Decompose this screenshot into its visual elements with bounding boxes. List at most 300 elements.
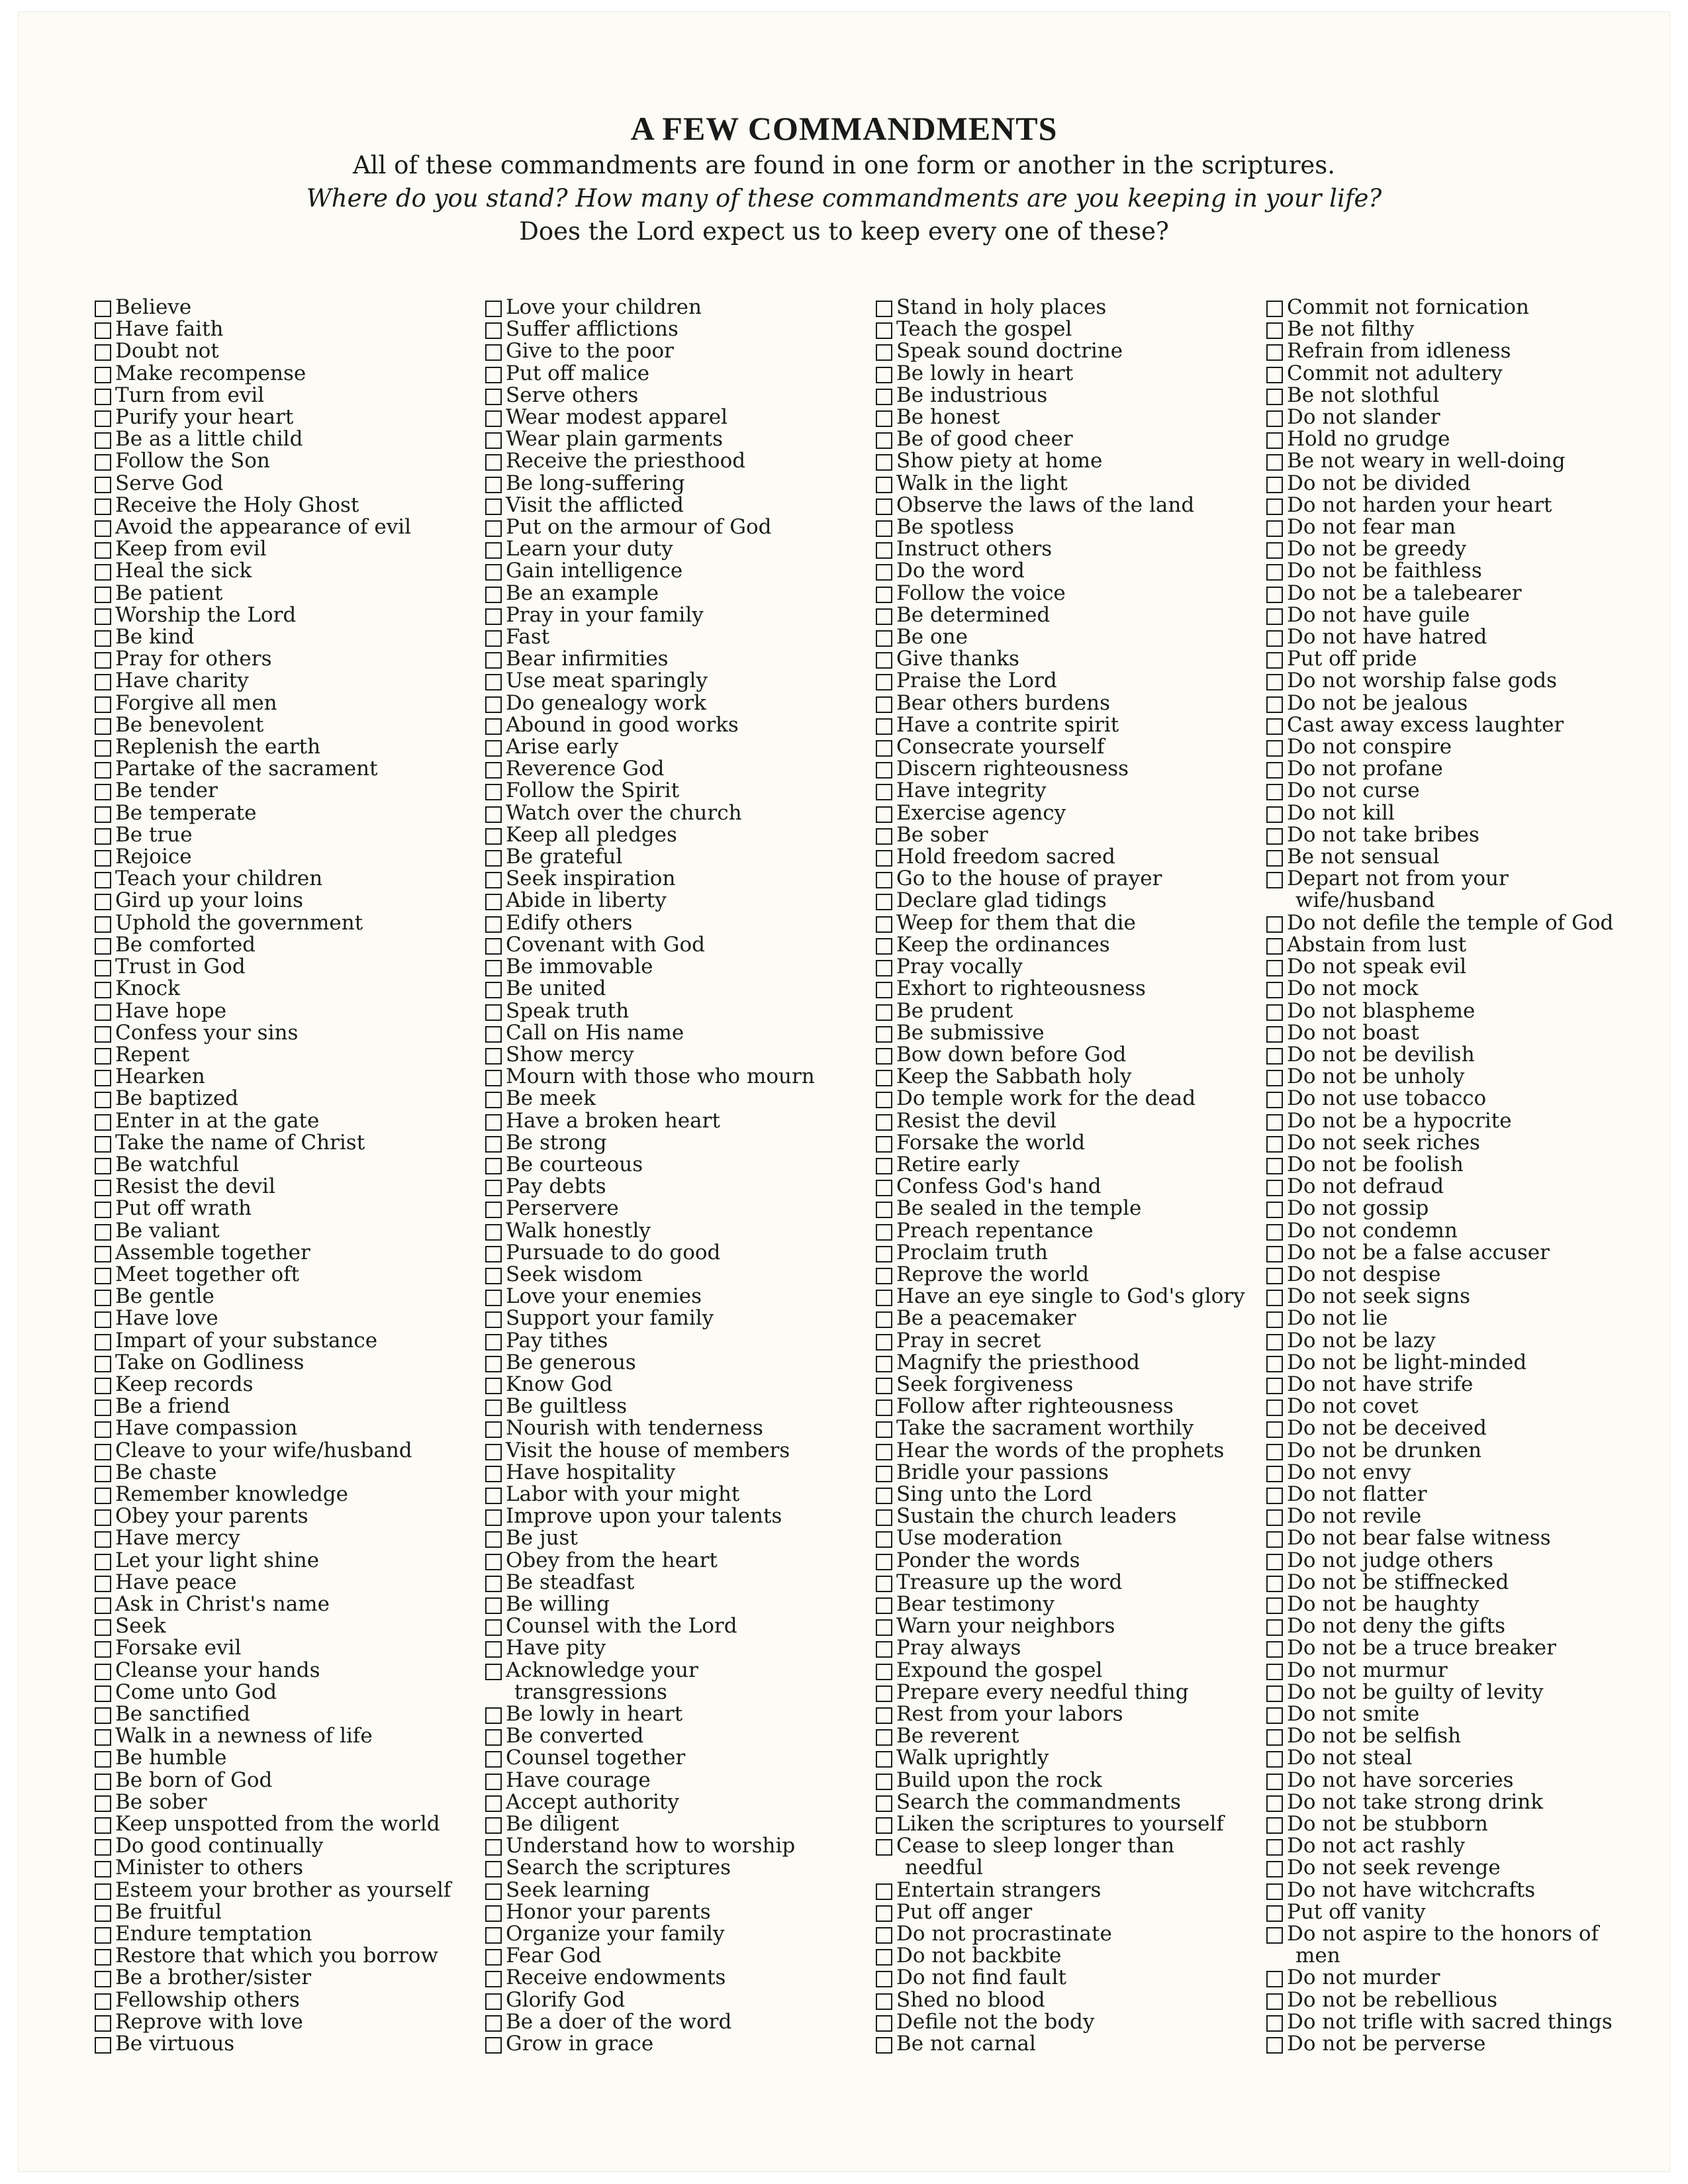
checkbox[interactable] [876, 1311, 892, 1328]
checkbox[interactable] [95, 2015, 111, 2032]
checkbox[interactable] [95, 1619, 111, 1636]
checkbox[interactable] [1266, 477, 1283, 493]
checkbox[interactable] [1266, 740, 1283, 757]
checkbox[interactable] [876, 630, 892, 647]
checkbox[interactable] [485, 1861, 502, 1877]
checkbox[interactable] [95, 630, 111, 647]
checkbox[interactable] [485, 740, 502, 757]
checkbox[interactable] [876, 410, 892, 427]
checkbox[interactable] [876, 1949, 892, 1966]
checkbox[interactable] [876, 806, 892, 823]
checkbox[interactable] [1266, 1290, 1283, 1306]
checkbox[interactable] [95, 1751, 111, 1768]
checkbox[interactable] [876, 1597, 892, 1614]
checkbox[interactable] [485, 894, 502, 910]
checkbox[interactable] [1266, 2037, 1283, 2054]
checkbox[interactable] [485, 1004, 502, 1021]
checkbox[interactable] [485, 916, 502, 933]
checkbox[interactable] [95, 894, 111, 910]
checkbox[interactable] [1266, 1774, 1283, 1790]
checkbox[interactable] [485, 1774, 502, 1790]
checkbox[interactable] [485, 1751, 502, 1768]
checkbox[interactable] [1266, 762, 1283, 779]
checkbox[interactable] [485, 1597, 502, 1614]
checkbox[interactable] [95, 1290, 111, 1306]
checkbox[interactable] [876, 1774, 892, 1790]
checkbox[interactable] [1266, 630, 1283, 647]
checkbox[interactable] [876, 1707, 892, 1724]
checkbox[interactable] [1266, 301, 1283, 317]
checkbox[interactable] [876, 1905, 892, 1922]
checkbox[interactable] [876, 608, 892, 625]
checkbox[interactable] [485, 1993, 502, 2010]
checkbox[interactable] [876, 1576, 892, 1592]
checkbox[interactable] [876, 1509, 892, 1526]
checkbox[interactable] [485, 1334, 502, 1351]
checkbox[interactable] [95, 1356, 111, 1372]
checkbox[interactable] [485, 1356, 502, 1372]
checkbox[interactable] [1266, 1311, 1283, 1328]
checkbox[interactable] [1266, 1334, 1283, 1351]
checkbox[interactable] [485, 960, 502, 976]
checkbox[interactable] [876, 1444, 892, 1460]
checkbox[interactable] [1266, 1729, 1283, 1746]
checkbox[interactable] [876, 1685, 892, 1702]
checkbox[interactable] [876, 960, 892, 976]
checkbox[interactable] [1266, 542, 1283, 559]
checkbox[interactable] [1266, 1971, 1283, 1987]
checkbox[interactable] [876, 1641, 892, 1658]
checkbox[interactable] [95, 674, 111, 690]
checkbox[interactable] [95, 806, 111, 823]
checkbox[interactable] [485, 1290, 502, 1306]
checkbox[interactable] [876, 1026, 892, 1043]
checkbox[interactable] [95, 762, 111, 779]
checkbox[interactable] [95, 1202, 111, 1218]
checkbox[interactable] [95, 1531, 111, 1548]
checkbox[interactable] [485, 1180, 502, 1196]
checkbox[interactable] [485, 2015, 502, 2032]
checkbox[interactable] [95, 1048, 111, 1065]
checkbox[interactable] [485, 344, 502, 361]
checkbox[interactable] [1266, 1180, 1283, 1196]
checkbox[interactable] [876, 2015, 892, 2032]
checkbox[interactable] [95, 587, 111, 603]
checkbox[interactable] [485, 872, 502, 888]
checkbox[interactable] [485, 322, 502, 339]
checkbox[interactable] [95, 1400, 111, 1416]
checkbox[interactable] [95, 344, 111, 361]
checkbox[interactable] [1266, 344, 1283, 361]
checkbox[interactable] [95, 982, 111, 998]
checkbox[interactable] [876, 367, 892, 383]
checkbox[interactable] [1266, 806, 1283, 823]
checkbox[interactable] [876, 454, 892, 471]
checkbox[interactable] [876, 520, 892, 537]
checkbox[interactable] [485, 674, 502, 690]
checkbox[interactable] [1266, 1685, 1283, 1702]
checkbox[interactable] [95, 1883, 111, 1900]
checkbox[interactable] [1266, 1421, 1283, 1438]
checkbox[interactable] [876, 872, 892, 888]
checkbox[interactable] [485, 1927, 502, 1944]
checkbox[interactable] [876, 1927, 892, 1944]
checkbox[interactable] [95, 1114, 111, 1131]
checkbox[interactable] [1266, 1114, 1283, 1131]
checkbox[interactable] [1266, 1246, 1283, 1262]
checkbox[interactable] [95, 1444, 111, 1460]
checkbox[interactable] [485, 520, 502, 537]
checkbox[interactable] [1266, 674, 1283, 690]
checkbox[interactable] [95, 1004, 111, 1021]
checkbox[interactable] [95, 520, 111, 537]
checkbox[interactable] [1266, 718, 1283, 735]
checkbox[interactable] [485, 432, 502, 449]
checkbox[interactable] [1266, 564, 1283, 581]
checkbox[interactable] [1266, 2015, 1283, 2032]
checkbox[interactable] [1266, 1751, 1283, 1768]
checkbox[interactable] [1266, 938, 1283, 955]
checkbox[interactable] [95, 477, 111, 493]
checkbox[interactable] [95, 1246, 111, 1262]
checkbox[interactable] [1266, 1356, 1283, 1372]
checkbox[interactable] [485, 1905, 502, 1922]
checkbox[interactable] [1266, 1531, 1283, 1548]
checkbox[interactable] [1266, 1488, 1283, 1504]
checkbox[interactable] [1266, 1619, 1283, 1636]
checkbox[interactable] [95, 1311, 111, 1328]
checkbox[interactable] [1266, 1378, 1283, 1394]
checkbox[interactable] [876, 1751, 892, 1768]
checkbox[interactable] [95, 1927, 111, 1944]
checkbox[interactable] [876, 1993, 892, 2010]
checkbox[interactable] [485, 784, 502, 800]
checkbox[interactable] [876, 1817, 892, 1834]
checkbox[interactable] [485, 1664, 502, 1680]
checkbox[interactable] [1266, 1092, 1283, 1108]
checkbox[interactable] [95, 322, 111, 339]
checkbox[interactable] [485, 828, 502, 845]
checkbox[interactable] [876, 1224, 892, 1241]
checkbox[interactable] [876, 1180, 892, 1196]
checkbox[interactable] [95, 1641, 111, 1658]
checkbox[interactable] [876, 1356, 892, 1372]
checkbox[interactable] [485, 1619, 502, 1636]
checkbox[interactable] [485, 564, 502, 581]
checkbox[interactable] [876, 1268, 892, 1284]
checkbox[interactable] [485, 587, 502, 603]
checkbox[interactable] [485, 982, 502, 998]
checkbox[interactable] [876, 1531, 892, 1548]
checkbox[interactable] [876, 1334, 892, 1351]
checkbox[interactable] [485, 1378, 502, 1394]
checkbox[interactable] [876, 740, 892, 757]
checkbox[interactable] [876, 1378, 892, 1394]
checkbox[interactable] [95, 1707, 111, 1724]
checkbox[interactable] [876, 1246, 892, 1262]
checkbox[interactable] [485, 301, 502, 317]
checkbox[interactable] [876, 301, 892, 317]
checkbox[interactable] [485, 1949, 502, 1966]
checkbox[interactable] [876, 828, 892, 845]
checkbox[interactable] [876, 1619, 892, 1636]
checkbox[interactable] [95, 1795, 111, 1812]
checkbox[interactable] [876, 982, 892, 998]
checkbox[interactable] [1266, 1641, 1283, 1658]
checkbox[interactable] [485, 1839, 502, 1856]
checkbox[interactable] [1266, 410, 1283, 427]
checkbox[interactable] [485, 1070, 502, 1086]
checkbox[interactable] [876, 1488, 892, 1504]
checkbox[interactable] [95, 1839, 111, 1856]
checkbox[interactable] [1266, 1707, 1283, 1724]
checkbox[interactable] [1266, 872, 1283, 888]
checkbox[interactable] [95, 1664, 111, 1680]
checkbox[interactable] [1266, 850, 1283, 867]
checkbox[interactable] [485, 1268, 502, 1284]
checkbox[interactable] [95, 916, 111, 933]
checkbox[interactable] [95, 1729, 111, 1746]
checkbox[interactable] [1266, 696, 1283, 713]
checkbox[interactable] [1266, 389, 1283, 405]
checkbox[interactable] [876, 674, 892, 690]
checkbox[interactable] [876, 587, 892, 603]
checkbox[interactable] [876, 1114, 892, 1131]
checkbox[interactable] [876, 1048, 892, 1065]
checkbox[interactable] [1266, 1905, 1283, 1922]
checkbox[interactable] [95, 1026, 111, 1043]
checkbox[interactable] [95, 1597, 111, 1614]
checkbox[interactable] [1266, 1466, 1283, 1482]
checkbox[interactable] [95, 1488, 111, 1504]
checkbox[interactable] [95, 301, 111, 317]
checkbox[interactable] [1266, 1664, 1283, 1680]
checkbox[interactable] [1266, 322, 1283, 339]
checkbox[interactable] [95, 1685, 111, 1702]
checkbox[interactable] [876, 1092, 892, 1108]
checkbox[interactable] [485, 1795, 502, 1812]
checkbox[interactable] [485, 410, 502, 427]
checkbox[interactable] [95, 1070, 111, 1086]
checkbox[interactable] [1266, 784, 1283, 800]
checkbox[interactable] [95, 1576, 111, 1592]
checkbox[interactable] [485, 499, 502, 515]
checkbox[interactable] [876, 718, 892, 735]
checkbox[interactable] [485, 1488, 502, 1504]
checkbox[interactable] [876, 762, 892, 779]
checkbox[interactable] [485, 718, 502, 735]
checkbox[interactable] [1266, 499, 1283, 515]
checkbox[interactable] [485, 1531, 502, 1548]
checkbox[interactable] [1266, 367, 1283, 383]
checkbox[interactable] [485, 1048, 502, 1065]
checkbox[interactable] [95, 718, 111, 735]
checkbox[interactable] [1266, 1883, 1283, 1900]
checkbox[interactable] [485, 2037, 502, 2054]
checkbox[interactable] [485, 1421, 502, 1438]
checkbox[interactable] [876, 652, 892, 669]
checkbox[interactable] [876, 432, 892, 449]
checkbox[interactable] [876, 499, 892, 515]
checkbox[interactable] [485, 1509, 502, 1526]
checkbox[interactable] [876, 916, 892, 933]
checkbox[interactable] [876, 1202, 892, 1218]
checkbox[interactable] [95, 1334, 111, 1351]
checkbox[interactable] [1266, 1861, 1283, 1877]
checkbox[interactable] [1266, 1224, 1283, 1241]
checkbox[interactable] [1266, 1839, 1283, 1856]
checkbox[interactable] [1266, 652, 1283, 669]
checkbox[interactable] [876, 1664, 892, 1680]
checkbox[interactable] [485, 1554, 502, 1570]
checkbox[interactable] [485, 1026, 502, 1043]
checkbox[interactable] [485, 1729, 502, 1746]
checkbox[interactable] [876, 784, 892, 800]
checkbox[interactable] [95, 1421, 111, 1438]
checkbox[interactable] [876, 1421, 892, 1438]
checkbox[interactable] [485, 1114, 502, 1131]
checkbox[interactable] [485, 1883, 502, 1900]
checkbox[interactable] [485, 1971, 502, 1987]
checkbox[interactable] [485, 1466, 502, 1482]
checkbox[interactable] [1266, 916, 1283, 933]
checkbox[interactable] [95, 1861, 111, 1877]
checkbox[interactable] [485, 806, 502, 823]
checkbox[interactable] [95, 1554, 111, 1570]
checkbox[interactable] [95, 542, 111, 559]
checkbox[interactable] [95, 1466, 111, 1482]
checkbox[interactable] [876, 894, 892, 910]
checkbox[interactable] [1266, 828, 1283, 845]
checkbox[interactable] [485, 477, 502, 493]
checkbox[interactable] [1266, 1048, 1283, 1065]
checkbox[interactable] [876, 1290, 892, 1306]
checkbox[interactable] [95, 1949, 111, 1966]
checkbox[interactable] [1266, 1993, 1283, 2010]
checkbox[interactable] [876, 1004, 892, 1021]
checkbox[interactable] [876, 344, 892, 361]
checkbox[interactable] [876, 1839, 892, 1856]
checkbox[interactable] [876, 1466, 892, 1482]
checkbox[interactable] [1266, 1136, 1283, 1153]
checkbox[interactable] [485, 1158, 502, 1174]
checkbox[interactable] [876, 564, 892, 581]
checkbox[interactable] [485, 696, 502, 713]
checkbox[interactable] [95, 1509, 111, 1526]
checkbox[interactable] [876, 696, 892, 713]
checkbox[interactable] [1266, 1158, 1283, 1174]
checkbox[interactable] [95, 1817, 111, 1834]
checkbox[interactable] [95, 1092, 111, 1108]
checkbox[interactable] [95, 1993, 111, 2010]
checkbox[interactable] [485, 1311, 502, 1328]
checkbox[interactable] [485, 1707, 502, 1724]
checkbox[interactable] [876, 1158, 892, 1174]
checkbox[interactable] [876, 1883, 892, 1900]
checkbox[interactable] [485, 1092, 502, 1108]
checkbox[interactable] [876, 477, 892, 493]
checkbox[interactable] [1266, 1444, 1283, 1460]
checkbox[interactable] [95, 1224, 111, 1241]
checkbox[interactable] [95, 652, 111, 669]
checkbox[interactable] [95, 410, 111, 427]
checkbox[interactable] [1266, 1268, 1283, 1284]
checkbox[interactable] [1266, 520, 1283, 537]
checkbox[interactable] [95, 454, 111, 471]
checkbox[interactable] [1266, 1597, 1283, 1614]
checkbox[interactable] [95, 1136, 111, 1153]
checkbox[interactable] [485, 1246, 502, 1262]
checkbox[interactable] [485, 542, 502, 559]
checkbox[interactable] [876, 322, 892, 339]
checkbox[interactable] [876, 1400, 892, 1416]
checkbox[interactable] [1266, 1400, 1283, 1416]
checkbox[interactable] [95, 1180, 111, 1196]
checkbox[interactable] [95, 1905, 111, 1922]
checkbox[interactable] [95, 432, 111, 449]
checkbox[interactable] [1266, 587, 1283, 603]
checkbox[interactable] [95, 1971, 111, 1987]
checkbox[interactable] [876, 1136, 892, 1153]
checkbox[interactable] [485, 1817, 502, 1834]
checkbox[interactable] [95, 872, 111, 888]
checkbox[interactable] [876, 850, 892, 867]
checkbox[interactable] [95, 1774, 111, 1790]
checkbox[interactable] [485, 652, 502, 669]
checkbox[interactable] [1266, 1554, 1283, 1570]
checkbox[interactable] [1266, 1817, 1283, 1834]
checkbox[interactable] [876, 542, 892, 559]
checkbox[interactable] [95, 784, 111, 800]
checkbox[interactable] [1266, 432, 1283, 449]
checkbox[interactable] [95, 499, 111, 515]
checkbox[interactable] [485, 389, 502, 405]
checkbox[interactable] [1266, 608, 1283, 625]
checkbox[interactable] [485, 1224, 502, 1241]
checkbox[interactable] [485, 762, 502, 779]
checkbox[interactable] [1266, 1026, 1283, 1043]
checkbox[interactable] [1266, 1004, 1283, 1021]
checkbox[interactable] [876, 1971, 892, 1987]
checkbox[interactable] [876, 389, 892, 405]
checkbox[interactable] [1266, 1576, 1283, 1592]
checkbox[interactable] [485, 630, 502, 647]
checkbox[interactable] [95, 696, 111, 713]
checkbox[interactable] [876, 1554, 892, 1570]
checkbox[interactable] [1266, 982, 1283, 998]
checkbox[interactable] [876, 1729, 892, 1746]
checkbox[interactable] [95, 1378, 111, 1394]
checkbox[interactable] [95, 1268, 111, 1284]
checkbox[interactable] [95, 367, 111, 383]
checkbox[interactable] [485, 938, 502, 955]
checkbox[interactable] [95, 938, 111, 955]
checkbox[interactable] [95, 1158, 111, 1174]
checkbox[interactable] [95, 740, 111, 757]
checkbox[interactable] [485, 1202, 502, 1218]
checkbox[interactable] [95, 564, 111, 581]
checkbox[interactable] [876, 1070, 892, 1086]
checkbox[interactable] [95, 828, 111, 845]
checkbox[interactable] [485, 850, 502, 867]
checkbox[interactable] [485, 1444, 502, 1460]
checkbox[interactable] [95, 608, 111, 625]
checkbox[interactable] [876, 938, 892, 955]
checkbox[interactable] [1266, 1509, 1283, 1526]
checkbox[interactable] [1266, 960, 1283, 976]
checkbox[interactable] [1266, 1795, 1283, 1812]
checkbox[interactable] [485, 608, 502, 625]
